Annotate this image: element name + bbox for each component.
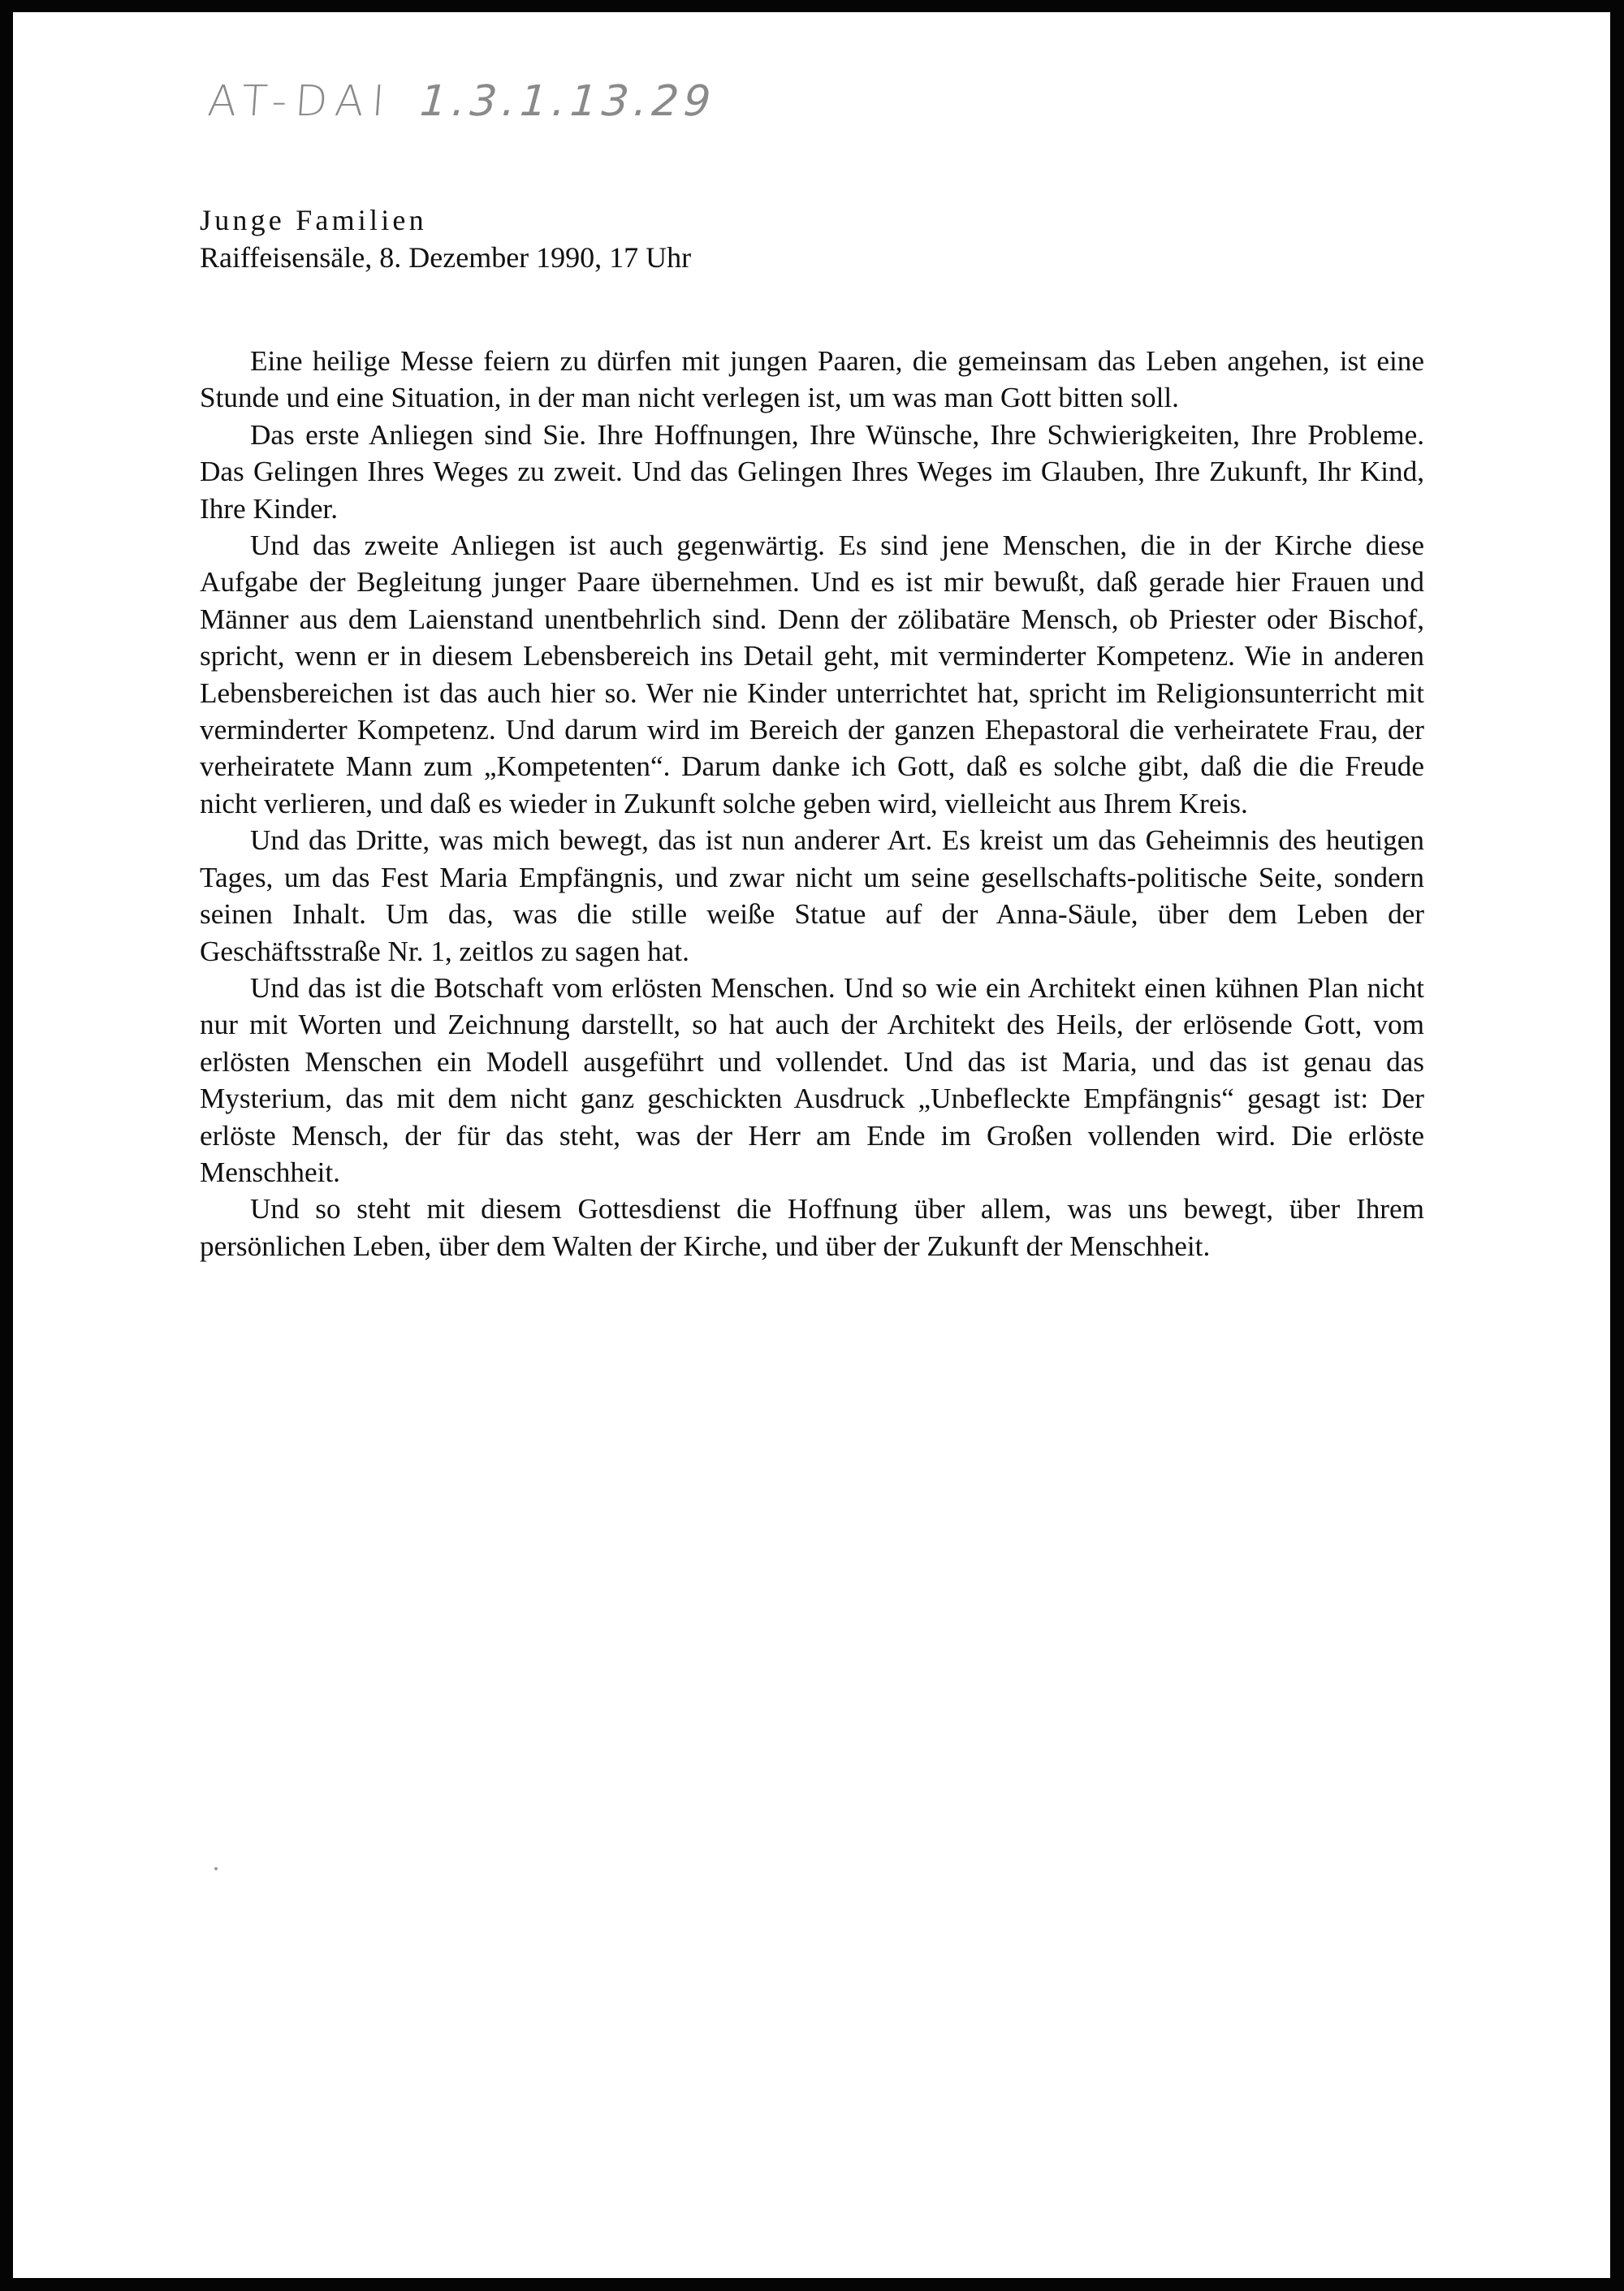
paragraph: Das erste Anliegen sind Sie. Ihre Hoffnungen, Ihre Wünsche, Ihre Schwierigkeiten, Ihre Probleme. Das Gelingen Ihres Weges zu zweit. Und das Gelingen Ihres Weges im Glauben, Ihre Zukunft, Ihr Kind, Ihre Kinder. bbox=[200, 418, 1424, 525]
paragraph: Und so steht mit diesem Gottesdienst die Hoffnung über allem, was uns bewegt, über Ihrem persönlichen Leben, über dem Walten der Kirche, und über der Zukunft der Menschheit. bbox=[200, 1193, 1424, 1262]
document-header bbox=[200, 201, 691, 276]
paragraph: Und das ist die Botschaft vom erlösten Menschen. Und so wie ein Architekt einen kühnen Plan nicht nur mit Worten und Zeichnung darstellt, so hat auch der Architekt des Heils, der erlösende Gott, vom erlösten Menschen ein Modell ausgeführt und vollendet. Und das ist Maria, und das ist genau das Mysterium, das mit dem nicht ganz geschickten Ausdruck „Unbefleckte Empfängnis“ gesagt ist: Der erlöste Mensch, der für das steht, was der Herr am Ende im Großen vollenden wird. Die erlöste Menschheit. bbox=[200, 971, 1424, 1188]
scan-speck bbox=[214, 1867, 218, 1870]
archive-signature bbox=[206, 77, 717, 126]
document-body bbox=[200, 343, 1424, 1264]
paragraph: Und das Dritte, was mich bewegt, das ist nun anderer Art. Es kreist um das Geheimnis des heutigen Tages, um das Fest Maria Empfängnis, und zwar nicht um seine gesellschafts-politische Seite, sondern seinen Inhalt. Um das, was die stille weiße Statue auf der Anna-Säule, über dem Leben der Geschäftsstraße Nr. 1, zeitlos zu sagen hat. bbox=[200, 824, 1424, 967]
paragraph: Und das zweite Anliegen ist auch gegenwärtig. Es sind jene Menschen, die in der Kirche diese Aufgabe der Begleitung junger Paare übernehmen. Und es ist mir bewußt, daß gerade hier Frauen und Männer aus dem Laienstand unentbehrlich sind. Denn der zölibatäre Mensch, ob Priester oder Bischof, spricht, wenn er in diesem Lebensbereich ins Detail geht, mit verminderter Kompetenz. Wie in anderen Lebensbereichen ist das auch hier so. Wer nie Kinder unterrichtet hat, spricht im Religionsunterricht mit verminderter Kompetenz. Und darum wird im Bereich der ganzen Ehepastoral die verheiratete Frau, der verheiratete Mann zum „Kompetenten“. Darum danke ich Gott, daß es solche gibt, daß die die Freude nicht verlieren, und daß es wieder in Zukunft solche geben wird, vielleicht aus Ihrem Kreis. bbox=[200, 530, 1424, 819]
paragraph: Eine heilige Messe feiern zu dürfen mit jungen Paaren, die gemeinsam das Leben angehen, ist eine Stunde und eine Situation, in der man nicht verlegen ist, um was man Gott bitten soll. bbox=[200, 345, 1424, 414]
archive-signature-prefix: AT-DAI bbox=[205, 77, 395, 126]
document-subtitle: Raiffeisensäle, 8. Dezember 1990, 17 Uhr bbox=[200, 241, 692, 274]
archive-signature-number: 1.3.1.13.29 bbox=[418, 77, 718, 126]
document-title: Junge Familien bbox=[200, 204, 427, 236]
